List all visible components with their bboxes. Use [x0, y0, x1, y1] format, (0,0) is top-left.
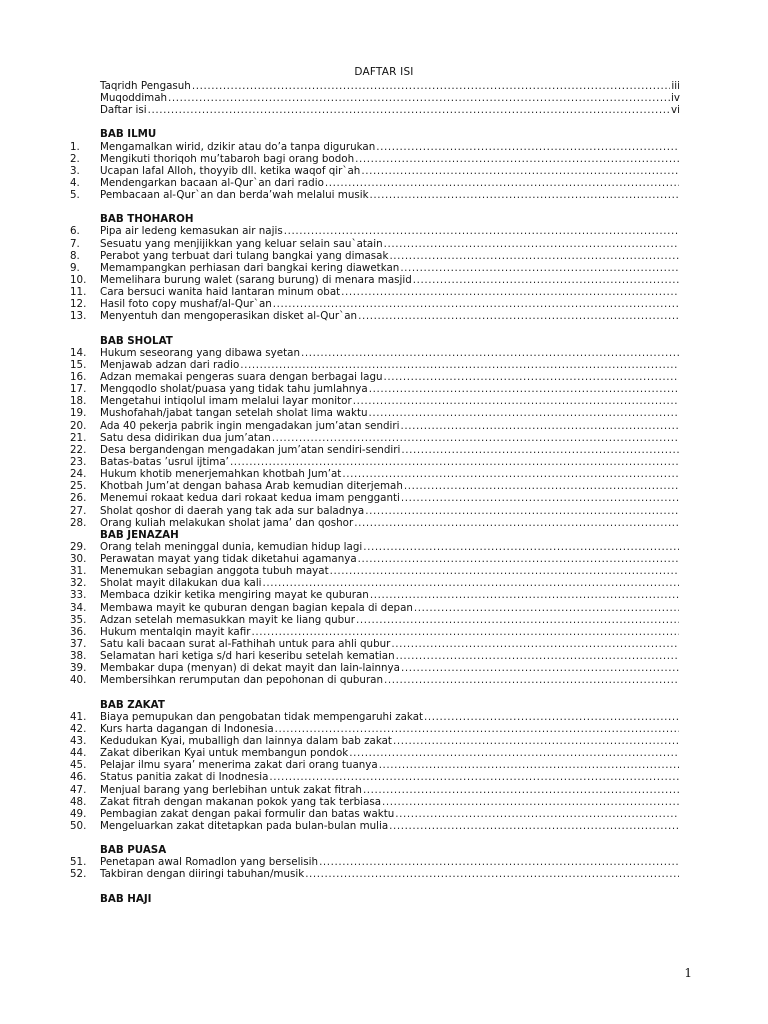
toc-item-title: Adzan memakai pengeras suara dengan berbagai lagu — [100, 370, 383, 383]
dot-leader — [365, 505, 679, 517]
toc-item-number: 46. — [70, 771, 87, 784]
toc-entry — [70, 711, 680, 723]
toc-item-title: Mengeluarkan zakat ditetapkan pada bulan-bulan mulia — [100, 820, 389, 833]
dot-leader — [376, 141, 679, 153]
toc-entry — [70, 262, 680, 274]
toc-item-number: 22. — [70, 443, 87, 456]
toc-entry — [70, 347, 680, 359]
toc-item-title: Muqoddimah — [100, 92, 168, 105]
dot-leader — [301, 347, 679, 359]
toc-item-number: 15. — [70, 358, 87, 371]
toc-entry — [70, 274, 680, 286]
toc-item-title: Menemui rokaat kedua dari rokaat kedua imam pengganti — [100, 492, 400, 505]
toc-item-number: 31. — [70, 565, 87, 578]
toc-item-number: 32. — [70, 577, 87, 590]
section-spacer — [70, 116, 680, 128]
dot-leader — [413, 274, 679, 286]
dot-leader — [393, 735, 679, 747]
toc-item-number: 7. — [70, 237, 80, 250]
toc-item-title: Penetapan awal Romadlon yang berselisih — [100, 856, 319, 869]
dot-leader — [369, 407, 679, 419]
toc-item-title: Mengikuti thoriqoh mu’tabaroh bagi orang bodoh — [100, 152, 355, 165]
toc-item-title: Pembacaan al-Qur`an dan berda’wah melalui musik — [100, 189, 369, 202]
toc-item-number: 47. — [70, 783, 87, 796]
toc-item-title: Ucapan lafal Alloh, thoyyib dll. ketika waqof qir`ah — [100, 164, 361, 177]
section-heading — [70, 213, 680, 225]
toc-entry — [70, 165, 680, 177]
toc-item-title: Sholat qoshor di daerah yang tak ada sur baladnya — [100, 504, 365, 517]
toc-entry — [70, 784, 680, 796]
toc-item-number: 42. — [70, 722, 87, 735]
toc-item-number: 36. — [70, 625, 87, 638]
section-heading — [70, 529, 680, 541]
toc-entry — [70, 444, 680, 456]
toc-item-number: 48. — [70, 795, 87, 808]
toc-item-number: 34. — [70, 601, 87, 614]
toc-item-number: 39. — [70, 662, 87, 675]
toc-item-number: 26. — [70, 492, 87, 505]
toc-item-title: Ada 40 pekerja pabrik ingin mengadakan jum’atan sendiri — [100, 419, 400, 432]
dot-leader — [284, 225, 679, 237]
toc-item-number: 12. — [70, 298, 87, 311]
toc-item-number: 44. — [70, 747, 87, 760]
toc-entry — [70, 371, 680, 383]
toc-item-number: 24. — [70, 468, 87, 481]
dot-leader — [379, 759, 679, 771]
section-spacer — [70, 201, 680, 213]
toc-item-title: Adzan setelah memasukkan mayit ke liang qubur — [100, 613, 355, 626]
toc-entry — [70, 820, 680, 832]
toc-item-title: Pembagian zakat dengan pakai formulir dan batas waktu — [100, 807, 395, 820]
toc-item-page: iv — [671, 92, 680, 105]
toc-entry — [70, 662, 680, 674]
dot-leader — [325, 177, 679, 189]
toc-item-number: 35. — [70, 613, 87, 626]
toc-item-title: Orang kuliah melakukan sholat jama’ dan qoshor — [100, 516, 354, 529]
toc-item-title: Satu kali bacaan surat al-Fathihah untuk para ahli qubur — [100, 638, 391, 651]
toc-item-title: Khotbah Jum’at dengan bahasa Arab kemudian diterjemah — [100, 480, 403, 493]
toc-entry — [70, 420, 680, 432]
toc-item-number: 11. — [70, 286, 87, 299]
toc-item-number: 33. — [70, 589, 87, 602]
dot-leader — [349, 747, 679, 759]
toc-item-title: BAB JENAZAH — [100, 528, 179, 541]
toc-item-number: 23. — [70, 455, 87, 468]
toc-item-number: 29. — [70, 540, 87, 553]
toc-item-title: Memampangkan perhiasan dari bangkai kering diawetkan — [100, 261, 400, 274]
dot-leader — [391, 638, 679, 650]
toc-item-number: 25. — [70, 480, 87, 493]
toc-item-page: vi — [671, 104, 680, 117]
toc-item-title: Sholat mayit dilakukan dua kali — [100, 577, 262, 590]
toc-entry — [70, 492, 680, 504]
page-number: 1 — [684, 966, 692, 980]
toc-entry — [70, 407, 680, 419]
toc-item-number: 2. — [70, 152, 80, 165]
front-matter-entry — [70, 92, 680, 104]
dot-leader — [358, 553, 679, 565]
dot-leader — [240, 359, 679, 371]
toc-item-title: Membersihkan rerumputan dan pepohonan di quburan — [100, 674, 384, 687]
section-spacer — [70, 832, 680, 844]
toc-item-number: 13. — [70, 310, 87, 323]
toc-item-title: Membawa mayit ke quburan dengan bagian kepala di depan — [100, 601, 413, 614]
toc-item-title: Perawatan mayat yang tidak diketahui agamanya — [100, 553, 357, 566]
toc-entry — [70, 553, 680, 565]
dot-leader — [275, 723, 679, 735]
toc-item-title: BAB THOHAROH — [100, 213, 194, 226]
toc-entry — [70, 456, 680, 468]
dot-leader — [355, 153, 679, 165]
dot-leader — [168, 92, 670, 104]
toc-item-number: 38. — [70, 650, 87, 663]
dot-leader — [389, 250, 679, 262]
toc-item-title: Mengamalkan wirid, dzikir atau do’a tanpa digurukan — [100, 140, 376, 153]
toc-entry — [70, 626, 680, 638]
toc-item-title: BAB ZAKAT — [100, 698, 165, 711]
section-spacer — [70, 323, 680, 335]
toc-entry — [70, 238, 680, 250]
dot-leader — [424, 711, 679, 723]
toc-item-number: 43. — [70, 735, 87, 748]
toc-item-number: 40. — [70, 674, 87, 687]
section-heading — [70, 128, 680, 140]
toc-item-title: Pipa air ledeng kemasukan air najis — [100, 225, 283, 238]
toc-entry — [70, 141, 680, 153]
dot-leader — [401, 662, 679, 674]
toc-item-number: 18. — [70, 395, 87, 408]
toc-item-title: Hukum mentalqin mayit kafir — [100, 625, 251, 638]
toc-item-title: Mengetahui intiqolul imam melalui layar monitor — [100, 395, 352, 408]
dot-leader — [148, 104, 670, 116]
dot-leader — [192, 80, 671, 92]
section-heading — [70, 893, 680, 905]
page-title: DAFTAR ISI — [354, 66, 414, 78]
toc-entry — [70, 723, 680, 735]
toc-item-number: 5. — [70, 189, 80, 202]
dot-leader — [369, 383, 679, 395]
toc-item-page: iii — [671, 80, 680, 92]
toc-item-title: Orang telah meninggal dunia, kemudian hidup lagi — [100, 540, 363, 553]
toc-item-number: 28. — [70, 516, 87, 529]
toc-entry — [70, 796, 680, 808]
section-heading — [70, 699, 680, 711]
dot-leader — [273, 298, 679, 310]
toc-item-title: Perabot yang terbuat dari tulang bangkai yang dimasak — [100, 249, 389, 262]
dot-leader — [370, 189, 679, 201]
dot-leader — [361, 165, 679, 177]
toc-entry — [70, 250, 680, 262]
toc-item-number: 49. — [70, 807, 87, 820]
toc-item-title: Hukum khotib menerjemahkan khotbah Jum’at — [100, 468, 342, 481]
dot-leader — [414, 602, 679, 614]
toc-item-title: Membaca dzikir ketika mengiring mayat ke quburan — [100, 589, 369, 602]
toc-item-title: Memelihara burung walet (sarang burung) di menara masjid — [100, 273, 412, 286]
toc-item-title: Selamatan hari ketiga s/d hari keseribu setelah kematian — [100, 650, 395, 663]
toc-item-number: 9. — [70, 261, 80, 274]
toc-item-number: 14. — [70, 346, 87, 359]
dot-leader — [384, 238, 679, 250]
dot-leader — [401, 492, 679, 504]
toc-item-title: BAB SHOLAT — [100, 334, 173, 347]
toc-item-number: 45. — [70, 759, 87, 772]
toc-item-number: 37. — [70, 638, 87, 651]
toc-item-number: 16. — [70, 370, 87, 383]
toc-entry — [70, 589, 680, 601]
toc-item-number: 50. — [70, 820, 87, 833]
toc-item-number: 21. — [70, 431, 87, 444]
toc-item-title: Hukum seseorang yang dibawa syetan — [100, 346, 300, 359]
toc-entry — [70, 565, 680, 577]
toc-item-title: Menyentuh dan mengoperasikan disket al-Qur`an — [100, 310, 358, 323]
dot-leader — [251, 626, 679, 638]
dot-leader — [356, 614, 679, 626]
toc-item-title: Status panitia zakat di Inodnesia — [100, 771, 269, 784]
toc-entry — [70, 638, 680, 650]
toc-item-title: Mushofahah/jabat tangan setelah sholat lima waktu — [100, 407, 368, 420]
dot-leader — [384, 674, 679, 686]
toc-item-number: 17. — [70, 383, 87, 396]
toc-entry — [70, 153, 680, 165]
toc-item-title: Satu desa didirikan dua jum’atan — [100, 431, 271, 444]
dot-leader — [363, 541, 679, 553]
section-spacer — [70, 881, 680, 893]
toc-item-title: Kurs harta dagangan di Indonesia — [100, 722, 274, 735]
toc-entry — [70, 541, 680, 553]
toc-entry — [70, 383, 680, 395]
toc-item-number: 10. — [70, 273, 87, 286]
toc-entry — [70, 432, 680, 444]
toc-entry — [70, 177, 680, 189]
toc-item-title: BAB PUASA — [100, 844, 167, 857]
toc-entry — [70, 868, 680, 880]
toc-item-title: Pelajar ilmu syara’ menerima zakat dari orang tuanya — [100, 759, 378, 772]
dot-leader — [263, 577, 679, 589]
toc-item-number: 52. — [70, 868, 87, 881]
dot-leader — [400, 262, 679, 274]
toc-item-title: Hasil foto copy mushaf/al-Qur`an — [100, 298, 272, 311]
toc-entry — [70, 735, 680, 747]
dot-leader — [404, 480, 679, 492]
dot-leader — [319, 856, 679, 868]
toc-item-title: BAB ILMU — [100, 128, 157, 141]
dot-leader — [330, 565, 679, 577]
toc-entry — [70, 856, 680, 868]
dot-leader — [272, 432, 679, 444]
toc-item-title: Biaya pemupukan dan pengobatan tidak mempengaruhi zakat — [100, 710, 424, 723]
toc-entry — [70, 602, 680, 614]
dot-leader — [305, 868, 679, 880]
toc-list — [70, 80, 680, 905]
toc-entry — [70, 286, 680, 298]
toc-item-title: Taqridh Pengasuh — [100, 80, 191, 92]
toc-entry — [70, 310, 680, 322]
toc-item-title: Desa bergandengan mengadakan jum’atan sendiri-sendiri — [100, 443, 401, 456]
toc-entry — [70, 747, 680, 759]
dot-leader — [382, 796, 679, 808]
dot-leader — [401, 444, 679, 456]
toc-item-title: Zakat diberikan Kyai untuk membangun pondok — [100, 747, 349, 760]
toc-entry — [70, 298, 680, 310]
dot-leader — [353, 395, 679, 407]
toc-item-number: 51. — [70, 856, 87, 869]
toc-entry — [70, 650, 680, 662]
toc-item-title: Mengqodlo sholat/puasa yang tidak tahu jumlahnya — [100, 383, 368, 396]
toc-entry — [70, 480, 680, 492]
toc-entry — [70, 395, 680, 407]
toc-item-title: Mendengarkan bacaan al-Qur`an dari radio — [100, 176, 324, 189]
toc-entry — [70, 614, 680, 626]
toc-entry — [70, 505, 680, 517]
dot-leader — [269, 771, 679, 783]
toc-item-title: Cara bersuci wanita haid lantaran minum obat — [100, 286, 341, 299]
section-heading — [70, 335, 680, 347]
toc-entry — [70, 359, 680, 371]
toc-item-number: 41. — [70, 710, 87, 723]
dot-leader — [358, 310, 679, 322]
dot-leader — [230, 456, 679, 468]
dot-leader — [341, 286, 679, 298]
toc-entry — [70, 468, 680, 480]
toc-entry — [70, 674, 680, 686]
toc-item-number: 6. — [70, 225, 80, 238]
toc-item-title: BAB HAJI — [100, 892, 152, 905]
toc-item-title: Takbiran dengan diiringi tabuhan/musik — [100, 868, 305, 881]
toc-entry — [70, 771, 680, 783]
section-spacer — [70, 687, 680, 699]
dot-leader — [370, 589, 679, 601]
dot-leader — [396, 650, 679, 662]
toc-entry — [70, 808, 680, 820]
toc-item-title: Kedudukan Kyai, muballigh dan lainnya dalam bab zakat — [100, 735, 392, 748]
toc-item-title: Menjawab adzan dari radio — [100, 358, 240, 371]
toc-item-title: Membakar dupa (menyan) di dekat mayit dan lain-lainnya — [100, 662, 400, 675]
toc-item-number: 30. — [70, 553, 87, 566]
toc-item-title: Menjual barang yang berlebihan untuk zakat fitrah — [100, 783, 362, 796]
dot-leader — [400, 420, 679, 432]
toc-item-number: 3. — [70, 164, 80, 177]
toc-item-number: 20. — [70, 419, 87, 432]
section-heading — [70, 844, 680, 856]
toc-item-title: Menemukan sebagian anggota tubuh mayat — [100, 565, 329, 578]
toc-item-number: 19. — [70, 407, 87, 420]
dot-leader — [354, 517, 679, 529]
dot-leader — [389, 820, 679, 832]
toc-item-number: 1. — [70, 140, 80, 153]
toc-entry — [70, 189, 680, 201]
dot-leader — [363, 784, 679, 796]
toc-entry — [70, 577, 680, 589]
toc-item-number: 8. — [70, 249, 80, 262]
toc-entry — [70, 517, 680, 529]
toc-entry — [70, 225, 680, 237]
toc-item-title: Zakat fitrah dengan makanan pokok yang tak terbiasa — [100, 795, 382, 808]
toc-item-number: 27. — [70, 504, 87, 517]
dot-leader — [342, 468, 679, 480]
front-matter-entry — [70, 80, 680, 92]
toc-entry — [70, 759, 680, 771]
front-matter-entry — [70, 104, 680, 116]
dot-leader — [384, 371, 679, 383]
toc-item-title: Sesuatu yang menjijikkan yang keluar selain sau`atain — [100, 237, 383, 250]
toc-item-number: 4. — [70, 176, 80, 189]
dot-leader — [395, 808, 679, 820]
toc-item-title: Batas-batas ’usrul ijtima’ — [100, 455, 229, 468]
toc-item-title: Daftar isi — [100, 104, 147, 117]
